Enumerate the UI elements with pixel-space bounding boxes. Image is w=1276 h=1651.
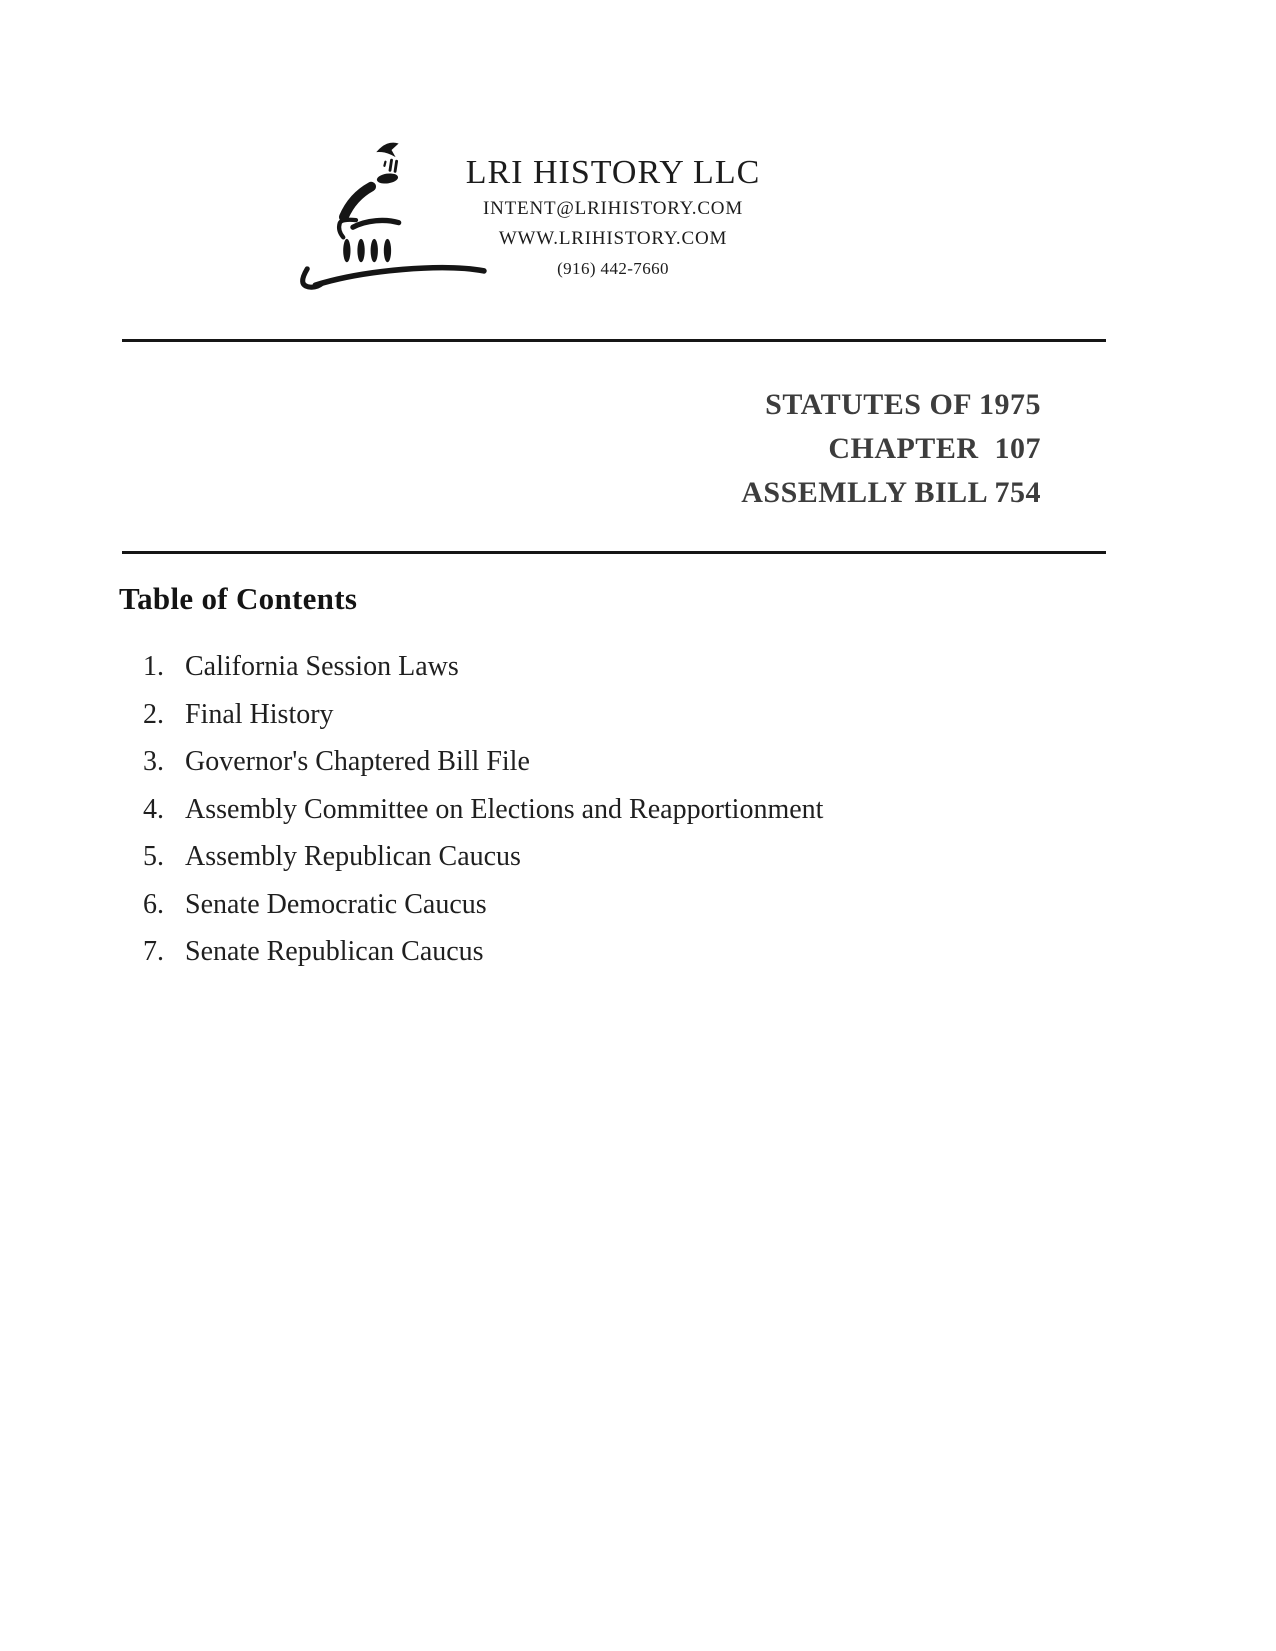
company-email: INTENT@LRIHISTORY.COM — [482, 198, 744, 219]
toc-item-label: Governor's Chaptered Bill File — [185, 746, 530, 777]
toc-item-label: Final History — [185, 698, 334, 730]
toc-item-number: 6. — [143, 888, 164, 920]
statutes-line: STATUTES OF 1975 — [765, 388, 1041, 421]
toc-item-number: 2. — [143, 698, 164, 730]
toc-item-label: California Session Laws — [185, 651, 459, 682]
toc-item — [143, 888, 823, 936]
toc-item-label: Senate Republican Caucus — [185, 936, 484, 967]
divider-top — [122, 339, 1106, 342]
toc-item-label: Assembly Republican Caucus — [185, 841, 521, 872]
company-phone: (916) 442-7660 — [557, 259, 669, 278]
chapter-line: CHAPTER 107 — [828, 432, 1041, 465]
toc-item-number: 1. — [143, 651, 164, 682]
company-website: WWW.LRIHISTORY.COM — [498, 228, 728, 249]
company-contact-block — [408, 152, 818, 284]
toc-item — [143, 650, 823, 698]
toc-item — [143, 935, 823, 983]
toc-item-label: Assembly Committee on Elections and Reapportionment — [185, 793, 824, 825]
toc-item-number: 5. — [143, 841, 164, 872]
toc-item — [143, 840, 823, 888]
toc-list — [143, 650, 823, 983]
toc-item — [143, 745, 823, 793]
toc-item-number: 7. — [143, 936, 164, 967]
statutes-title-block — [741, 383, 1041, 515]
toc-item-label: Senate Democratic Caucus — [185, 888, 487, 920]
toc-item — [143, 793, 823, 841]
toc-heading: Table of Contents — [119, 581, 358, 616]
toc-item — [143, 698, 823, 746]
divider-bottom — [122, 551, 1106, 554]
company-name: LRI HISTORY LLC — [465, 154, 761, 191]
assembly-bill-line: ASSEMLLY BILL 754 — [741, 476, 1041, 509]
toc-item-number: 3. — [143, 746, 164, 777]
toc-item-number: 4. — [143, 793, 164, 825]
